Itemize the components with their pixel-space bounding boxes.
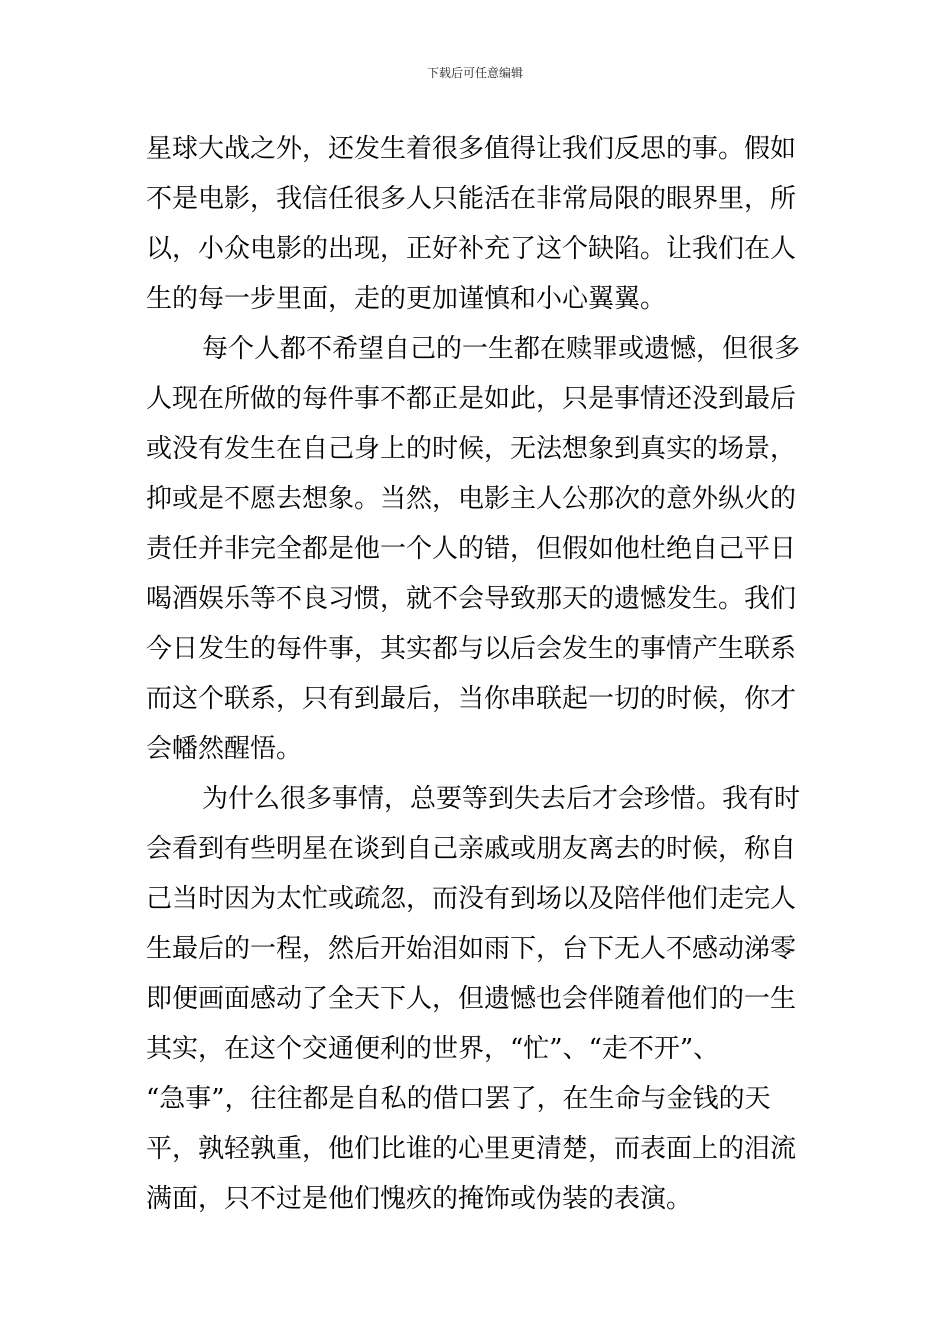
text-line: 或没有发生在自己身上的时候，无法想象到真实的场景， bbox=[146, 434, 797, 464]
text-line: 会看到有些明星在谈到自己亲戚或朋友离去的时候，称自 bbox=[146, 834, 797, 864]
text-line: 会幡然醒悟。 bbox=[146, 734, 303, 764]
text-line: 满面，只不过是他们愧疚的掩饰或伪装的表演。 bbox=[146, 1184, 693, 1214]
text-line: 不是电影，我信任很多人只能活在非常局限的眼界里，所 bbox=[146, 184, 797, 214]
text-line: 今日发生的每件事，其实都与以后会发生的事情产生联系 bbox=[146, 634, 797, 664]
text-line: 星球大战之外，还发生着很多值得让我们反思的事。假如 bbox=[146, 134, 797, 164]
text-line: 平，孰轻孰重，他们比谁的心里更清楚，而表面上的泪流 bbox=[146, 1134, 797, 1164]
text-line: 以，小众电影的出现，正好补充了这个缺陷。让我们在人 bbox=[146, 234, 797, 264]
text-line: 而这个联系，只有到最后，当你串联起一切的时候，你才 bbox=[146, 684, 797, 714]
text-line: 喝酒娱乐等不良习惯，就不会导致那天的遗憾发生。我们 bbox=[146, 584, 797, 614]
text-line: “急事”，往往都是自私的借口罢了，在生命与金钱的天 bbox=[146, 1084, 771, 1114]
text-line: 己当时因为太忙或疏忽，而没有到场以及陪伴他们走完人 bbox=[146, 884, 797, 914]
text-line: 抑或是不愿去想象。当然，电影主人公那次的意外纵火的 bbox=[146, 484, 797, 514]
text-line: 其实，在这个交通便利的世界，“忙”、“走不开”、 bbox=[146, 1034, 720, 1064]
text-line: 责任并非完全都是他一个人的错，但假如他杜绝自己平日 bbox=[146, 534, 797, 564]
paragraph-2 bbox=[146, 324, 806, 774]
text-line: 即便画面感动了全天下人，但遗憾也会伴随着他们的一生 bbox=[146, 984, 797, 1014]
text-line: 生的每一步里面，走的更加谨慎和小心翼翼。 bbox=[146, 284, 667, 314]
text-line: 生最后的一程，然后开始泪如雨下，台下无人不感动涕零 bbox=[146, 934, 797, 964]
page-header: 下载后可任意编辑 bbox=[426, 66, 523, 80]
paragraph-3 bbox=[146, 774, 806, 1224]
text-line: 为什么很多事情，总要等到失去后才会珍惜。我有时 bbox=[202, 784, 801, 814]
document-body bbox=[146, 124, 806, 1224]
paragraph-1 bbox=[146, 124, 806, 324]
text-line: 人现在所做的每件事不都正是如此，只是事情还没到最后 bbox=[146, 384, 797, 414]
text-line: 每个人都不希望自己的一生都在赎罪或遗憾，但很多 bbox=[202, 334, 801, 364]
